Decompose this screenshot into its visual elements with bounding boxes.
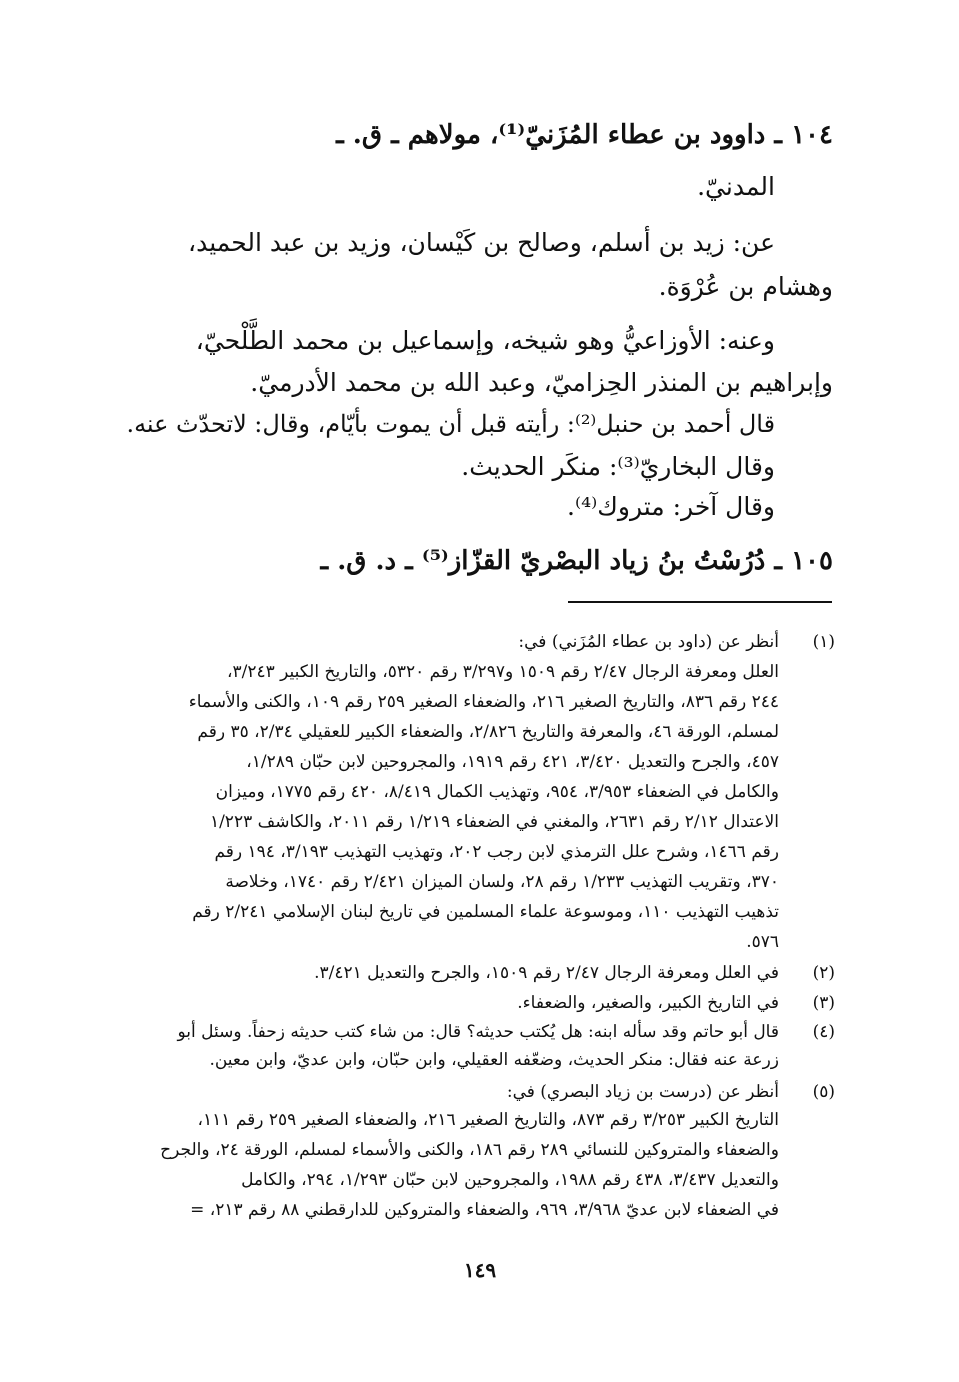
footnote-line: ٥٧٦.	[746, 932, 779, 952]
footnote-line: في التاريخ الكبير، والصغير، والضعفاء.	[517, 993, 779, 1013]
footnote-line: ٤٥٧، والجرح والتعديل ٣/٤٢٠، ٤٢١ رقم ١٩١٩، والمجروحين لابن حبّان ١/٢٨٩،	[246, 752, 779, 772]
entry-104-quote-other: وقال آخر: متروك⁽⁴⁾.	[567, 492, 775, 521]
footnote-line: زرعة عنه فقال: منكر الحديث، وضعّفه العقيلي، وابن حبّان، وابن عديّ، وابن معين.	[209, 1050, 779, 1070]
footnote-line: رقم ١٤٦٦، وشرح علل الترمذي لابن رجب ٢٠٢، وتهذيب التهذيب ٣/١٩٣، ١٩٤ رقم	[214, 842, 779, 862]
page-number: ١٤٩	[463, 1258, 497, 1282]
footnote-line: والضعفاء والمتروكين للنسائي ٢٨٩ رقم ١٨٦، والكنى والأسماء لمسلم، الورقة ٢٤، والجرح	[160, 1140, 779, 1160]
footnote-line: التاريخ الكبير ٣/٢٥٣ رقم ٨٧٣، والتاريخ الصغير ٢١٦، والضعفاء الصغير ٢٥٩ رقم ١١١،	[197, 1110, 779, 1130]
footnote-line: العلل ومعرفة الرجال ٢/٤٧ رقم ١٥٠٩ و٣/٢٩٧ رقم ٥٣٢٠، والتاريخ الكبير ٣/٢٤٣،	[226, 662, 779, 682]
footnote-line: ٣٧٠، وتقريب التهذيب ١/٢٣٣ رقم ٢٨، ولسان الميزان ٢/٤٢١ رقم ١٧٤٠، وخلاصة	[225, 872, 779, 892]
entry-104-students-line-1: وعنه: الأوزاعيُّ وهو شيخه، وإسماعيل بن محمد الطَّلْحيّ،	[195, 326, 775, 355]
footnote-line: في العلل ومعرفة الرجال ٢/٤٧ رقم ١٥٠٩، والجرح والتعديل ٣/٤٢١.	[314, 963, 779, 983]
entry-104-teachers-line-2: وهشام بن عُرْوَة.	[658, 272, 833, 301]
footnote-line: لمسلم، الورقة ٤٦، والمعرفة والتاريخ ٢/٨٢٦، والضعفاء الكبير للعقيلي ٢/٣٤، ٣٥ رقم	[197, 722, 779, 742]
entry-105-heading: ١٠٥ ـ دُرُسْتُ بنُ زياد البصْريّ القزّاز⁽⁵⁾ ـ د. ق. ـ	[320, 546, 833, 576]
footnote-line: تذهيب التهذيب ١١٠، وموسوعة علماء المسلمين في تاريخ لبنان الإسلامي ٢/٢٤١ رقم	[192, 902, 779, 922]
footnote-separator	[568, 601, 832, 603]
footnote-number: (٤)	[812, 1022, 835, 1042]
entry-104-quote-ahmad: قال أحمد بن حنبل⁽²⁾: رأيته قبل أن يموت بأيّام، وقال: لاتحدّث عنه.	[126, 410, 775, 438]
entry-104-heading: ١٠٤ ـ داوود بن عطاء المُزَنيّ⁽¹⁾، مولاهم ـ ق. ـ	[336, 120, 833, 150]
footnote-number: (٣)	[812, 993, 835, 1013]
footnote-number: (١)	[812, 632, 835, 652]
entry-104-nisba: المدنيّ.	[697, 172, 775, 201]
entry-104-teachers-line-1: عن: زيد بن أسلم، وصالح بن كَيْسان، وزيد بن عبد الحميد،	[188, 228, 775, 257]
entry-104-quote-bukhari: وقال البخاريّ⁽³⁾: منكَر الحديث.	[461, 452, 775, 481]
footnote-line: والكامل في الضعفاء ٣/٩٥٣، ٩٥٤، وتهذيب الكمال ٨/٤١٩، ٤٢٠ رقم ١٧٧٥، وميزان	[215, 782, 779, 802]
footnote-line: في الضعفاء لابن عديّ ٣/٩٦٨، ٩٦٩، والضعفاء والمتروكين للدارقطني ٨٨ رقم ٢١٣، =	[190, 1200, 779, 1220]
footnote-line: ٢٤٤ رقم ٨٣٦، والتاريخ الصغير ٢١٦، والضعفاء الصغير ٢٥٩ رقم ١٠٩، والكنى والأسماء	[188, 692, 779, 712]
footnote-line: أنظر عن (درست بن زياد البصري) في:	[506, 1082, 779, 1102]
footnote-line: قال أبو حاتم وقد سأله ابنه: هل يُكتب حديثه؟ قال: من شاء كتب حديثه زحفاً. وسئل أبو	[177, 1022, 779, 1042]
footnote-number: (٢)	[812, 963, 835, 983]
footnote-line: والتعديل ٣/٤٣٧، ٤٣٨ رقم ١٩٨٨، والمجروحين لابن حبّان ١/٢٩٣، ٢٩٤، والكامل	[241, 1170, 779, 1190]
footnote-line: الاعتدال ٢/١٢ رقم ٢٦٣١، والمغني في الضعفاء ١/٢١٩ رقم ٢٠١١، والكاشف ١/٢٢٣	[209, 812, 779, 832]
entry-104-students-line-2: وإبراهيم بن المنذر الحِزاميّ، وعبد الله بن محمد الأدرميّ.	[250, 368, 833, 397]
footnote-line: أنظر عن (داود بن عطاء المُزَني) في:	[518, 632, 779, 652]
footnote-number: (٥)	[812, 1082, 835, 1102]
